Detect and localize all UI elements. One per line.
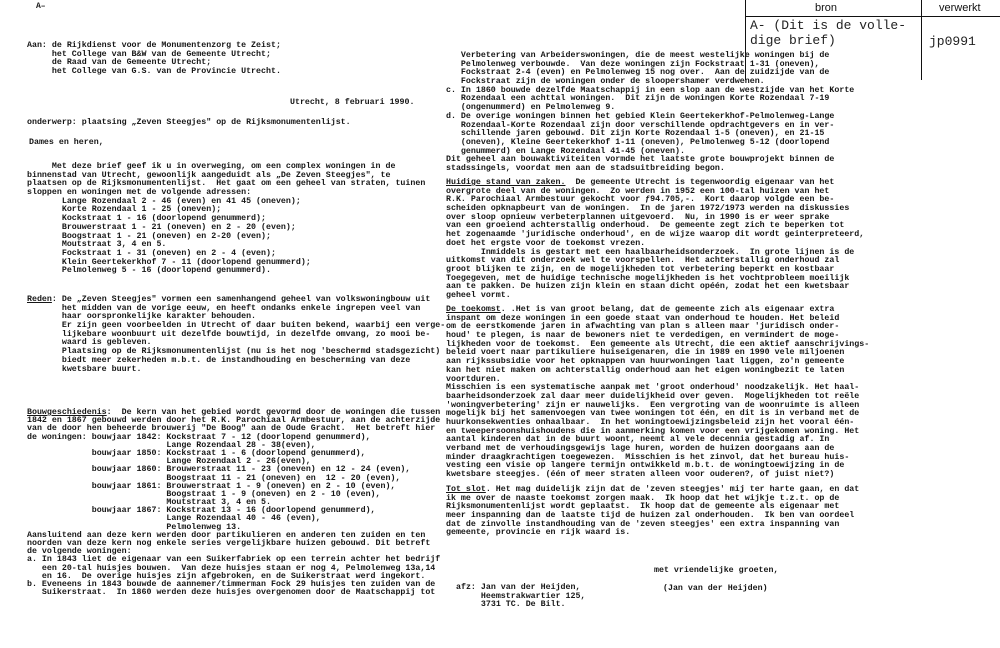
text-line: stadssingels, voordat men aan de stadsuitbreiding begon. bbox=[446, 163, 725, 173]
text-line: lijkebare woonbuurt uit dezelfde bouwtijd, in dezelfde omvang, zo mooi be- bbox=[27, 329, 431, 339]
text-line: groot blijken te zijn, en de mogelijkheden tot verbetering beperkt en kostbaar bbox=[446, 264, 835, 274]
text-line: Lange Rozendaal 2 - 46 (even) en 41 45 (oneven); bbox=[27, 196, 301, 206]
text-line: overgrote deel van de woningen. Zo werden in 1952 een 100-tal huizen van het bbox=[446, 186, 830, 196]
text-line: een 20-tal huisjes bouwen. Van deze huisjes staan er nog 4, Pelmolenweg 13a,14 bbox=[27, 563, 436, 573]
section-tot-slot bbox=[446, 486, 859, 538]
text-line: aan te pakken. De huizen zijn klein en staan dicht opéén, zodat het een kwetsbaar bbox=[446, 282, 850, 292]
text-line: bouwjaar 1867: Kockstraat 13 - 16 (doorlopend genummerd), bbox=[27, 506, 376, 516]
text-line: Rijksmonumentenlijst wordt geplaatst. Ik hoop dat de gemeente als eigenaar met bbox=[446, 502, 840, 512]
text-line: sloppen en woningen met de volgende adressen: bbox=[27, 188, 252, 198]
header-verwerkt: verwerkt bbox=[939, 2, 981, 14]
text-line: bouwjaar 1860: Brouwerstraat 11 - 23 (oneven) en 12 - 24 (even), bbox=[27, 465, 411, 475]
text-line: b. Eveneens in 1843 bouwde de aannemer/timmerman Fock 29 huisjes ten zuiden van de bbox=[27, 579, 436, 589]
text-line: het midden van de vorige eeuw, en heeft ondanks enkele ingrepen veel van bbox=[27, 303, 421, 313]
section-heading: Reden bbox=[27, 295, 52, 304]
text-line: Moutstraat 3, 4 en 5. bbox=[27, 240, 167, 250]
text-line-rest: : De kern van het gebied wordt gevormd door de woningen die tussen bbox=[106, 408, 441, 417]
text-line: Boogstraat 1 - 9 (oneven) en 2 - 10 (even), bbox=[27, 489, 381, 499]
text-line: Fockstraat 1 - 31 (oneven) en 2 - 4 (even); bbox=[27, 248, 276, 258]
text-line: de Raad van de Gemeente Utrecht; bbox=[27, 58, 212, 68]
text-line: Moutstraat 3, 4 en 5. bbox=[27, 498, 271, 508]
text-line: Lange Rozendaal 40 - 46 (even), bbox=[27, 514, 321, 524]
section-reden bbox=[27, 296, 445, 374]
text-line: geheel vormt. bbox=[446, 290, 511, 300]
text-line: Boogstraat 11 - 21 (oneven) en 12 - 20 (even), bbox=[27, 473, 401, 483]
text-line: meer inspanning dan de laatste tijd de huizen zal onderhouden. Ik ben van oordeel bbox=[446, 511, 855, 521]
section-heading: Tot slot bbox=[446, 485, 486, 494]
text-line: plaatsen op de Rijksmonumentenlijst. Het gaat om een geheel van straten, tuinen bbox=[27, 179, 426, 189]
text-line: vesting een visie op langere termijn ontwikkeld m.b.t. de woningtoewijzing in de bbox=[446, 461, 845, 471]
text-line: Aan: de Rijkdienst voor de Monumentenzorg te Zeist; bbox=[27, 41, 281, 50]
text-line: Rozendaal-Korte Rozendaal zijn door verschillende opdrachtgevers en in ver- bbox=[446, 120, 835, 130]
text-line: genummerd) en Lange Rozendaal 41-45 (oneven). bbox=[446, 146, 685, 156]
text-line: Brouwerstraat 1 - 21 (oneven) en 2 - 20 (even); bbox=[27, 222, 296, 232]
text-line: schillende jaren gebouwd. Dit zijn Korte Rozendaal 1-5 (oneven), en 21-15 bbox=[446, 129, 825, 139]
text-line: noorden van deze kern nog enkele series vergelijkbare huizen gebouwd. Dit betreft bbox=[27, 539, 431, 548]
text-line: Rozendaal een achttal woningen. Dit zijn de woningen Korte Rozendaal 7-19 bbox=[446, 94, 830, 104]
text-line: huurkonsekwenties onhaalbaar. In het woningtoewijzingsbeleid zijn het vooral één- bbox=[446, 417, 855, 427]
text-line: Misschien is een systematische aanpak met 'groot onderhoud' noodzakelijk. Het haal- bbox=[446, 383, 860, 393]
text-line: Met deze brief geef ik u in overweging, om een complex woningen in de bbox=[27, 162, 396, 171]
text-line: d. De overige woningen binnen het gebied Klein Geertekerkhof-Pelmolenweg-Lange bbox=[446, 111, 835, 121]
text-line: doet het ergste voor de toekomst vrezen. bbox=[446, 238, 646, 248]
text-line: mogelijk bij het samenvoegen van twee woningen tot één, en dit is in verband met de bbox=[446, 409, 860, 419]
text-line: inspant om deze woningen in een goede staat van onderhoud te houden. Het beleid bbox=[446, 313, 840, 323]
section-bouwgeschiedenis bbox=[27, 409, 440, 597]
text-line: afz: Jan van der Heijden, bbox=[456, 583, 581, 592]
section-toekomst bbox=[446, 306, 869, 480]
text-line: 3731 TC. De Bilt. bbox=[456, 600, 566, 610]
text-line: houd' te plegen, is naar de bewoners niet te verdedigen, en vermindert de moge- bbox=[446, 331, 840, 341]
section-heading: De toekomst bbox=[446, 305, 501, 314]
text-line: het College van G.S. van de Provincie Utrecht. bbox=[27, 67, 281, 77]
addressees bbox=[27, 42, 281, 77]
text-line: de woningen: bouwjaar 1842: Kockstraat 7 - 12 (doorlopend genummerd), bbox=[27, 432, 371, 442]
text-line: Aansluitend aan deze kern werden door partikulieren en anderen ten zuiden en ten bbox=[27, 530, 426, 540]
text-line: haar oorspronkelijke karakter behouden. bbox=[27, 312, 257, 322]
text-line: lijkheden voor de toekomst. Een gemeente als Utrecht, die een aktief aanschrijvings- bbox=[446, 339, 870, 349]
text-line: het zogenaamde 'juridische onderhoud', en de wijze waarop dit wordt geinterpreteerd, bbox=[446, 230, 865, 240]
text-line: kwetsbare buurt. bbox=[27, 364, 142, 374]
text-line: beleid voert naar partikuliere huiseigenaren, die in 1989 en 1990 vele miljoenen bbox=[446, 348, 845, 358]
processed-cell: jp0991 bbox=[929, 34, 976, 49]
section-heading: Huidige stand van zaken. bbox=[446, 178, 566, 187]
text-line: verband met de verhoudingsgewijs lage huren, worden de huizen doorgaans aan de bbox=[446, 444, 835, 453]
text-line: Fockstraat 2-4 (even) en Pelmolenweg 15 nog over. Aan de zuidzijde van de bbox=[446, 68, 830, 78]
text-line: aan rijkssubsidie voor het opknappen van huurwoningen laat liggen, zo'n gemeente bbox=[446, 357, 845, 367]
text-line: Pelmolenweg 5 - 16 (doorlopend genummerd). bbox=[27, 266, 271, 276]
letter-subject: onderwerp: plaatsing „Zeven Steegjes" op de Rijksmonumentenlijst. bbox=[27, 118, 351, 127]
text-line: Lange Rozendaal 2 - 26(even), bbox=[27, 457, 311, 467]
text-line: baarheidsonderzoek zal daar meer duidelijkheid over geven. Mogelijkheden tot reële bbox=[446, 391, 860, 401]
text-line: dat de zinvolle instandhouding van de 'zeven steegjes' een extra inspanning van bbox=[446, 519, 840, 529]
text-line: binnenstad van Utrecht, gewoonlijk aangeduidt als „De Zeven Steegjes", te bbox=[27, 170, 391, 180]
text-line: Klein Geertekerkhof 7 - 11 (doorlopend genummerd); bbox=[27, 257, 311, 267]
text-line: ik me over de naaste toekomst zorgen maak. Ik hoop dat het wijkje t.z.t. op de bbox=[446, 493, 840, 503]
text-line: Fockstraat zijn de woningen onder de sloopershamer verdwenen. bbox=[446, 77, 765, 87]
text-line: Korte Rozendaal 1 - 25 (oneven); bbox=[27, 205, 222, 215]
text-line: c. In 1860 bouwde dezelfde Maatschappij in een slop aan de westzijde van het Korte bbox=[446, 85, 855, 95]
section-huidige-stand bbox=[446, 179, 864, 301]
text-line: R.K. Parochiaal Armbestuur gekocht voor ƒ94.705,-. Kort daarop volgde een be- bbox=[446, 195, 835, 205]
text-line: Boogstraat 1 - 21 (oneven) en 2-20 (even); bbox=[27, 231, 271, 241]
text-line: de volgende woningen: bbox=[27, 547, 132, 557]
text-line: Er zijn geen voorbeelden in Utrecht of daar buiten bekend, waarbij een verge- bbox=[27, 321, 446, 331]
text-line: het College van B&W van de Gemeente Utrecht; bbox=[27, 49, 271, 59]
text-line: bouwjaar 1861: Brouwerstraat 1 - 9 (oneven) en 2 - 10 (even), bbox=[27, 481, 396, 491]
text-line: kan het niet maken om achterstallig onderhoud aan het eigen woningbezit te laten bbox=[446, 365, 845, 375]
text-line: kwetsbare steegjes. (één of meer straten alleen voor ouderen?, of juist niet?) bbox=[446, 470, 835, 480]
text-line-rest: . Het mag duidelijk zijn dat de 'zeven steegjes' mij ter harte gaan, en dat bbox=[485, 485, 860, 494]
text-line: van de door hen beheerde brouwerij "De Boog" aan de Oude Gracht. Het betreft hier bbox=[27, 424, 436, 434]
text-line: uitkomst van dit onderzoek wel te voorspellen. Het achterstallig onderhoud zal bbox=[446, 256, 840, 266]
text-line: Verbetering van Arbeiderswoningen, die de meest westelijke woningen bij de bbox=[446, 51, 830, 60]
text-line: 1842 en 1867 gebouwd werden door het R.K. Parochiaal Armbestuur, aan de achterzijde bbox=[27, 416, 441, 426]
text-line: voortduren. bbox=[446, 374, 501, 384]
text-line: Dit geheel aan bouwaktiviteiten vormde het laatste grote bouwprojekt binnen de bbox=[446, 155, 835, 165]
text-line: Kockstraat 1 - 16 (doorlopend genummerd); bbox=[27, 214, 266, 224]
text-line: gemeente, provincie en rijk waard is. bbox=[446, 528, 631, 538]
text-line: om de eerstkomende jaren in afwachting van plan s alleen maar 'juridisch onder- bbox=[446, 322, 840, 332]
text-line: scheiden opknapbeurt van de woningen. In de jaren 1972/1973 werden na diskussies bbox=[446, 204, 850, 214]
table-border bbox=[745, 16, 1000, 17]
text-line: (ongenummerd) en Pelmolenweg 9. bbox=[446, 103, 616, 113]
page-mark: A– bbox=[36, 2, 46, 11]
text-line: (oneven), Kleine Geertekerkhof 1-11 (oneven), Pelmolenweg 5-12 (doorlopend bbox=[446, 137, 830, 147]
text-line: Lange Rozendaal 28 - 38(even), bbox=[27, 440, 316, 450]
text-line: biedt meer zekerheden m.b.t. de instandhouding en bescherming van deze bbox=[27, 355, 411, 365]
text-line: over sloop opnieuw verbeterplannen uitgevoerd. Nu, in 1990 is er weer sprake bbox=[446, 212, 830, 222]
text-line: Pelmolenweg verbouwde. Van deze woningen zijn Fockstraat 1-31 (oneven), bbox=[446, 59, 820, 69]
text-line: bouwjaar 1850: Kockstraat 1 - 6 (doorlopend genummerd), bbox=[27, 448, 366, 458]
text-line: Pelmolenweg 13. bbox=[27, 522, 242, 532]
letter-date: Utrecht, 8 februari 1990. bbox=[290, 98, 415, 107]
source-cell: A- (Dit is de volle- dige brief) bbox=[750, 18, 907, 48]
text-line: minder draagkrachtigen toegewezen. Misschien is het zinvol, dat het bureau huis- bbox=[446, 452, 850, 462]
text-line-rest: . .Het is van groot belang, dat de gemeente zich als eigenaar extra bbox=[500, 305, 835, 314]
header-bron: bron bbox=[815, 2, 838, 14]
text-line: van een groeiend achterstallig onderhoud. De gemeente zegt zich te beperken tot bbox=[446, 221, 845, 231]
continuation-paragraph bbox=[446, 52, 854, 174]
text-line: Suikerstraat. In 1860 werden deze huisjes overgenomen door de Maatschappij tot bbox=[27, 588, 436, 598]
intro-paragraph bbox=[27, 163, 425, 276]
text-line-rest: : De „Zeven Steegjes" vormen een samenhangend geheel van volkswoningbouw uit bbox=[51, 295, 431, 304]
sender-address bbox=[456, 584, 585, 610]
text-line: 'woningverbetering' zijn er nauwelijks. Een vergroting van de woonruimte is alleen bbox=[446, 400, 860, 410]
text-line: Plaatsing op de Rijksmonumentenlijst (nu is het nog 'beschermd stadsgezicht) bbox=[27, 347, 441, 357]
text-line-rest: De gemeente Utrecht is tegenwoordig eigenaar van het bbox=[565, 178, 835, 187]
text-line: aantal kinderen dat in de buurt woont, neemt al vele decennia gestadig af. In bbox=[446, 435, 830, 445]
text-line: en 16. De overige huisjes zijn afgebroken, en de Suikerstraat werd ingekort. bbox=[27, 571, 426, 581]
text-line: Toegegeven, met de huidige technische mogelijkheden is het vochtprobleem moeilijk bbox=[446, 273, 850, 283]
table-border bbox=[921, 0, 922, 80]
signature: (Jan van der Heijden) bbox=[663, 584, 768, 593]
section-heading: Bouwgeschiedenis bbox=[27, 408, 107, 417]
closing: met vriendelijke groeten, bbox=[654, 566, 779, 575]
text-line: en tweepersoonshuishoudens die in aanmerking komen voor een vrijgekomen woning. Het bbox=[446, 426, 860, 436]
text-line: waard is gebleven. bbox=[27, 338, 152, 348]
salutation: Dames en heren, bbox=[29, 138, 104, 147]
text-line: Inmiddels is gestart met een haalbaarheidsonderzoek. In grote lijnen is de bbox=[446, 247, 855, 257]
text-line: a. In 1843 liet de eigenaar van een Suikerfabriek op een terrein achter het bedrijf bbox=[27, 555, 441, 565]
text-line: Heemstrakwartier 125, bbox=[456, 591, 586, 601]
